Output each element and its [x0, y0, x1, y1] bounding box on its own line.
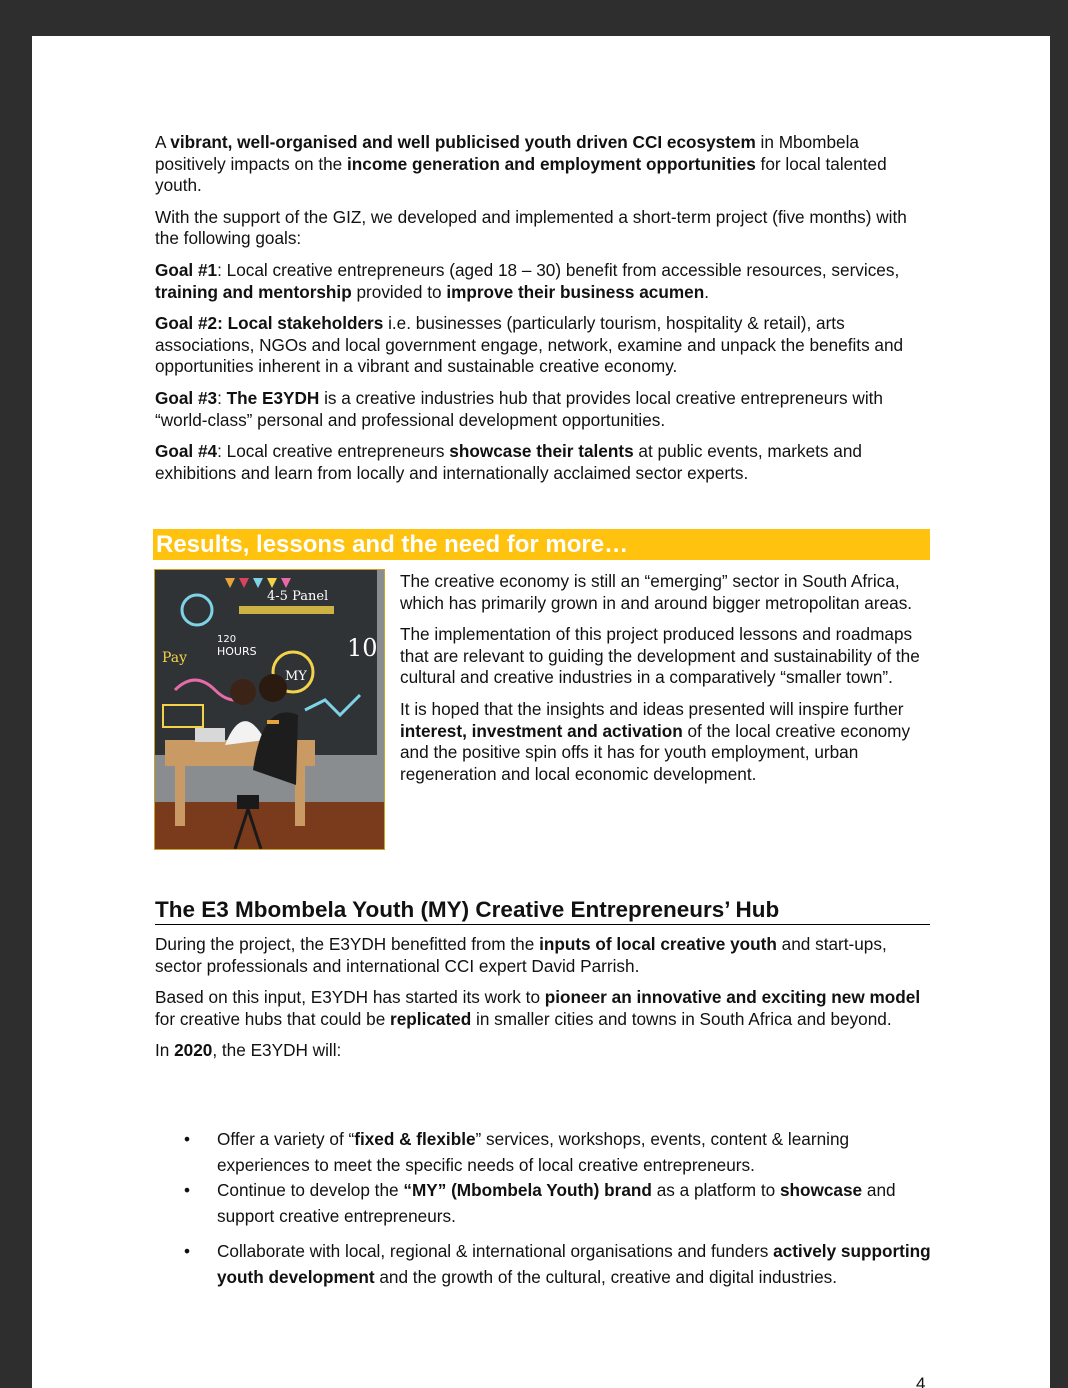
intro-paragraph-1 [155, 132, 930, 197]
person-1-head [230, 679, 256, 705]
plan-item-3 [155, 1239, 935, 1290]
bullet-dot: • [184, 1180, 191, 1200]
text-run: provided to [351, 281, 447, 302]
text-run: : Local creative entrepreneurs [217, 441, 450, 462]
chalk-stripe [239, 606, 334, 614]
results-paragraph-1 [400, 571, 930, 614]
text-run: In [155, 1040, 175, 1061]
laptop [195, 728, 225, 742]
text-run: i.e. businesses (particularly tourism, hospitality & retail), arts associations, NGOs and local government engage, network, examine and unpack the benefits and opportunities inherent in a vibrant and sustainable creative economy. [155, 313, 904, 377]
bold-run: The E3YDH [226, 387, 320, 408]
text-run: is a creative industries hub that provides local creative entrepreneurs with “world-class” personal and professional development opportunities. [155, 387, 883, 430]
bullet-dot: • [184, 1241, 191, 1261]
text-run: in Mbombela positively impacts on the [155, 132, 859, 174]
text-run: A [155, 132, 171, 152]
text-run: Based on this input, E3YDH has started its work to [155, 987, 545, 1008]
bold-run: Goal #4 [155, 441, 218, 462]
hub-heading: The E3 Mbombela Youth (MY) Creative Entrepreneurs’ Hub [155, 896, 930, 925]
goal-4 [155, 441, 930, 484]
text-run: Offer a variety of “ [217, 1129, 355, 1149]
bold-run: showcase their talents [449, 441, 634, 462]
intro-paragraph-2 [155, 207, 930, 250]
text-run: Continue to develop the [217, 1180, 404, 1200]
goal-2 [155, 313, 930, 378]
hub-paragraph-1 [155, 934, 930, 977]
bold-run: inputs of local creative youth [539, 934, 777, 954]
viewer-top-bar [0, 0, 1068, 36]
chalk-panel-text: 4-5 Panel [267, 589, 329, 604]
text-run: and the growth of the cultural, creative and digital industries. [374, 1266, 837, 1287]
text-run: With the support of the GIZ, we developed and implemented a short-term project (five months) with the following goals: [155, 206, 907, 249]
person-2-head [259, 674, 287, 702]
results-text [400, 571, 930, 795]
bold-run: pioneer an innovative and exciting new model [544, 987, 921, 1008]
text-run: , the E3YDH will: [212, 1040, 342, 1061]
plans-list [155, 1127, 935, 1290]
bold-run: showcase [779, 1180, 863, 1200]
page-number: 4 [916, 1374, 926, 1388]
plan-item-3-text [217, 1241, 931, 1287]
text-run: as a platform to [651, 1180, 780, 1200]
document-page [32, 36, 1050, 1388]
text-run: . [704, 281, 709, 302]
plan-item-2 [155, 1178, 935, 1229]
text-run: in smaller cities and towns in South Africa and beyond. [471, 1008, 892, 1029]
bold-run: improve their business acumen [446, 281, 705, 302]
person-2-accent [267, 720, 279, 724]
text-run: During the project, the E3YDH benefitted from the [155, 934, 540, 954]
chalk-my-text: MY [285, 669, 307, 684]
plan-item-1 [155, 1127, 935, 1178]
goal-1 [155, 260, 930, 303]
text-run: : [217, 387, 227, 408]
bold-run: replicated [390, 1008, 472, 1029]
table-leg [295, 766, 305, 826]
text-run: and start-ups, sector professionals and international CCI expert David Parrish. [155, 934, 887, 976]
photo-floor [155, 802, 384, 849]
bold-run: actively supporting youth development [217, 1241, 931, 1287]
intro-section [155, 132, 930, 494]
chalk-hours-text: HOURS [217, 645, 257, 658]
bold-run: income generation and employment opportunities [347, 153, 756, 174]
bold-run: 2020 [174, 1040, 213, 1061]
bold-run: Goal #1 [155, 259, 218, 280]
text-run: ” services, workshops, events, content & learning experiences to meet the specific needs of local creative entrepreneurs. [217, 1129, 850, 1175]
results-paragraph-2 [400, 624, 930, 689]
text-run: for creative hubs that could be [155, 1008, 391, 1029]
text-run: for local talented youth. [155, 153, 887, 196]
bold-run: vibrant, well-organised and well publicised youth driven CCI ecosystem [170, 132, 756, 152]
bold-run: interest, investment and activation [400, 720, 683, 741]
goal-3 [155, 388, 930, 431]
hub-paragraph-2 [155, 987, 930, 1030]
hub-section [155, 934, 930, 1072]
chalk-side-text: Pay [162, 650, 188, 666]
table-leg [175, 766, 185, 826]
bold-run: “MY” (Mbombela Youth) brand [403, 1180, 652, 1200]
bold-run: Goal #2: Local stakeholders [155, 313, 384, 334]
text-run: The implementation of this project produced lessons and roadmaps that are relevant to guiding the development and sustainability of the cultural and creative industries in a comparatively “smaller town”. [400, 624, 920, 688]
bold-run: Goal #3 [155, 387, 218, 408]
text-run: and support creative entrepreneurs. [217, 1180, 896, 1226]
results-paragraph-3 [400, 699, 930, 785]
results-heading: Results, lessons and the need for more… [156, 531, 629, 558]
bold-run: fixed & flexible [354, 1129, 476, 1149]
text-run: : Local creative entrepreneurs (aged 18 – 30) benefit from accessible resources, services, [217, 259, 900, 280]
hub-photo [154, 569, 385, 850]
text-run: at public events, markets and exhibitions and learn from locally and internationally acclaimed sector experts. [155, 441, 862, 483]
bold-run: training and mentorship [155, 281, 352, 302]
bullet-dot: • [184, 1129, 191, 1149]
hub-paragraph-3 [155, 1040, 930, 1062]
camera [237, 795, 259, 809]
plan-item-2-text [217, 1180, 896, 1226]
text-run: Collaborate with local, regional & international organisations and funders [217, 1241, 774, 1261]
chalk-hours-num: 120 [217, 634, 237, 645]
hub-photo-illustration [155, 570, 384, 849]
text-run: It is hoped that the insights and ideas presented will inspire further [400, 698, 904, 719]
text-run: The creative economy is still an “emerging” sector in South Africa, which has primarily grown in and around bigger metropolitan areas. [400, 571, 913, 613]
plan-item-1-text [217, 1129, 849, 1175]
text-run: of the local creative economy and the positive spin offs it has for youth employment, urban regeneration and local economic development. [400, 720, 911, 784]
chalk-ten-text: 10 [347, 634, 378, 662]
results-heading-banner [153, 529, 930, 560]
